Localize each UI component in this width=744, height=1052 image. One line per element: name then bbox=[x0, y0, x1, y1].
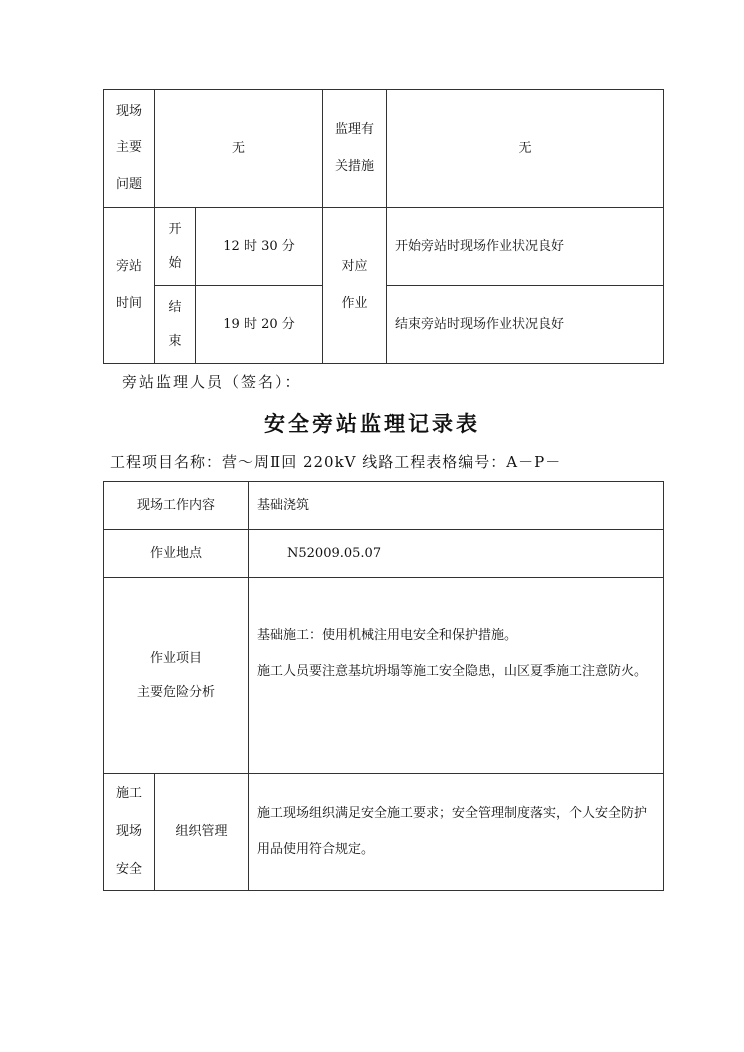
start-work: 开始旁站时现场作业状况良好 bbox=[387, 208, 664, 286]
content-label: 现场工作内容 bbox=[104, 482, 249, 530]
end-time: 19 时 20 分 bbox=[196, 286, 323, 364]
measure-value: 无 bbox=[387, 90, 664, 208]
org-label: 组织管理 bbox=[155, 774, 249, 891]
problem-label: 现场主要问题 bbox=[104, 90, 155, 208]
work-label: 对应作业 bbox=[323, 208, 387, 364]
project-line: 工程项目名称：营～周Ⅱ回 220kV 线路工程表格编号：A－P－ bbox=[110, 453, 562, 471]
location-label: 作业地点 bbox=[104, 530, 249, 578]
hazard-label bbox=[104, 578, 249, 774]
safety-label: 施工现场安全 bbox=[104, 774, 155, 891]
start-time: 12 时 30 分 bbox=[196, 208, 323, 286]
time-label: 旁站时间 bbox=[104, 208, 155, 364]
org-text: 施工现场组织满足安全施工要求；安全管理制度落实，个人安全防护用品使用符合规定。 bbox=[249, 774, 664, 891]
hazard-label-1: 作业项目 bbox=[150, 650, 203, 666]
hazard-text-2: 施工人员要注意基坑坍塌等施工安全隐患，山区夏季施工注意防火。 bbox=[257, 664, 648, 680]
content-value: 基础浇筑 bbox=[249, 482, 664, 530]
problem-value: 无 bbox=[155, 90, 323, 208]
hazard-label-2: 主要危险分析 bbox=[137, 684, 216, 700]
signature-label: 旁站监理人员（签名）： bbox=[122, 373, 302, 391]
supervision-summary-table bbox=[103, 89, 664, 364]
end-label: 结束 bbox=[155, 286, 196, 364]
form-title: 安全旁站监理记录表 bbox=[264, 411, 480, 436]
start-label: 开始 bbox=[155, 208, 196, 286]
hazard-text-1: 基础施工：使用机械注用电安全和保护措施。 bbox=[257, 628, 518, 643]
location-value: N52009.05.07 bbox=[249, 530, 664, 578]
hazard-text bbox=[249, 578, 664, 774]
safety-record-table bbox=[103, 481, 664, 891]
end-work: 结束旁站时现场作业状况良好 bbox=[387, 286, 664, 364]
measure-label: 监理有关措施 bbox=[323, 90, 387, 208]
